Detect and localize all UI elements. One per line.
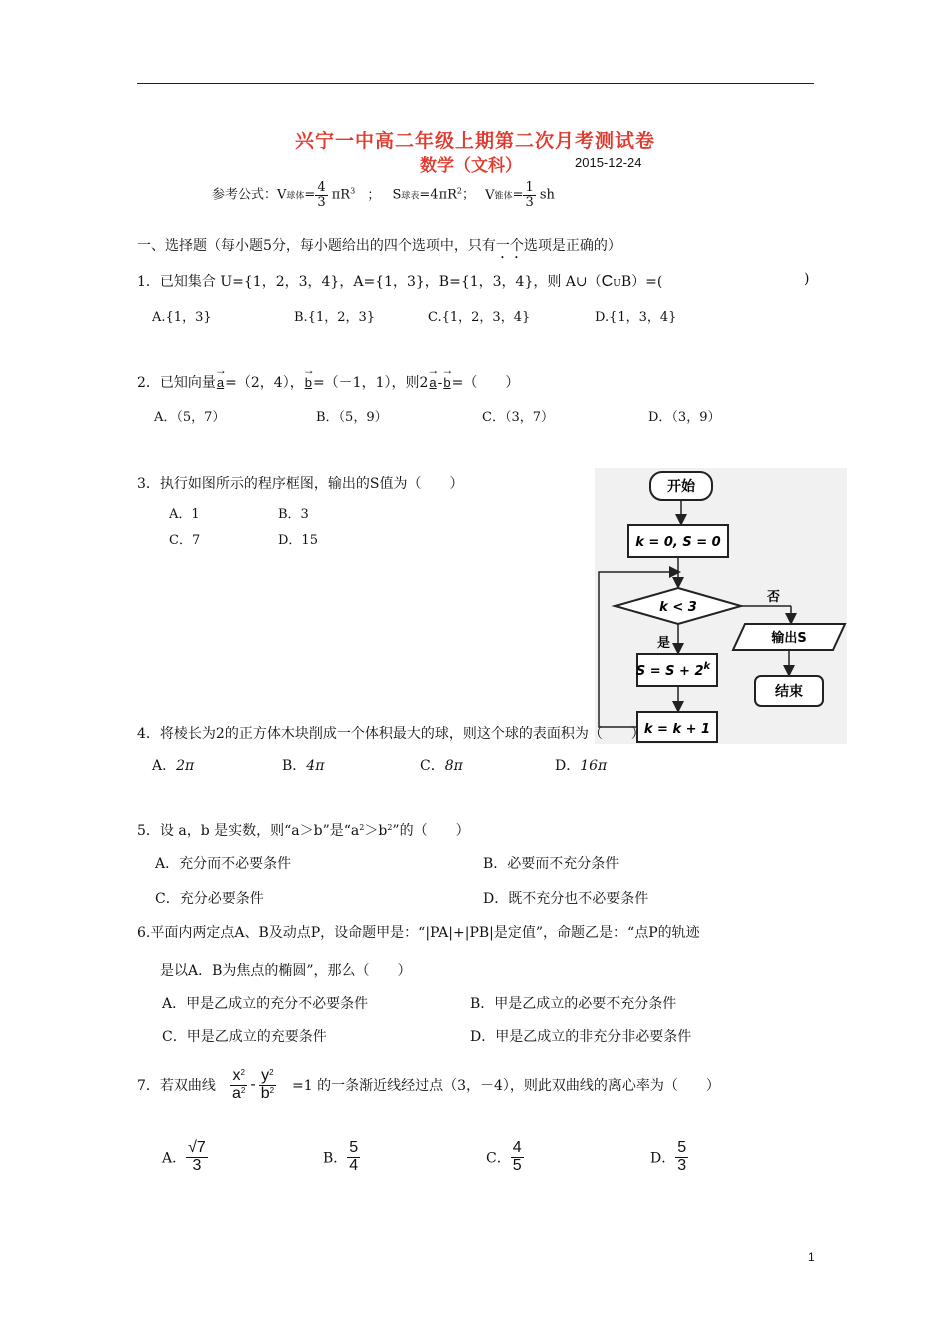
q3-option-d: D．15 [278,533,318,548]
page-subtitle: 数学（文科） [420,156,522,176]
flowchart [595,468,847,744]
q2-option-b: B．（5，9） [316,410,388,425]
fraction-y2-b2: $\frac{y^2}{b^2}$ [260,1067,275,1102]
question-6-line-2: 是以A．B为焦点的椭圆”，那么（ ） [160,963,412,979]
q1-option-a: A.{1，3} [152,310,212,325]
q7-option-d: D． $\frac{5}{3}$ [650,1139,687,1174]
question-1-close: ) [804,271,810,287]
q5-option-c: C．充分必要条件 [155,891,264,907]
q2-option-c: C．（3，7） [482,410,554,425]
flow-no-label: 否 [767,590,781,605]
q6-option-b: B．甲是乙成立的必要不充分条件 [470,996,677,1012]
flow-yes-label: 是 [657,636,671,651]
q6-option-c: C．甲是乙成立的充要条件 [162,1029,327,1045]
q5-option-d: D．既不充分也不必要条件 [483,891,649,907]
q7-option-a: A． $\frac{√7}{3}$ [162,1139,206,1174]
flow-condition-text: k < 3 [659,600,697,615]
q7-option-c: C． $\frac{4}{5}$ [486,1139,522,1174]
q3-option-c: C．7 [169,533,201,548]
page-number: 1 [808,1250,815,1264]
q1-option-b: B.{1，2，3} [294,310,376,325]
section-heading: 一、选择题（每小题5分，每小题给出的四个选项中，只有一个选项是正确的） [137,238,622,254]
q4-option-c: C．8π [420,758,463,774]
flow-end-text: 结束 [775,684,803,700]
question-5-stem: 5．设 a，b 是实数，则“a＞b”是“$a^2>b^2$”的（ ） [137,823,470,839]
flow-init-text: k = 0, S = 0 [635,535,721,550]
question-6-line-1: 6.平面内两定点A、B及动点P，设命题甲是：“|PA|+|PB|是定值”，命题乙是：“点P的轨迹 [137,925,700,941]
flow-increment-text: k = k + 1 [643,722,711,737]
q2-option-d: D．（3，9） [648,410,721,425]
q5-option-b: B．必要而不充分条件 [483,856,620,872]
q5-option-a: A．充分而不必要条件 [155,856,292,872]
question-1-stem: 1．已知集合 U={1，2，3，4}，A={1，3}，B={1，3，4}，则 A∪（CUB）=( [137,273,663,290]
q6-option-a: A．甲是乙成立的充分不必要条件 [162,996,369,1012]
q3-option-b: B．3 [278,507,309,522]
fraction-x2-a2: $\frac{x^2}{a^2}$ [232,1067,246,1102]
flow-body-text: $S = S + 2^k$ [635,661,711,679]
fraction-four-thirds: $\frac{4}{3}$ [317,180,326,210]
page-title: 兴宁一中高二年级上期第二次月考测试卷 [294,130,655,152]
q1-option-c: C.{1，2，3，4} [428,310,531,325]
hyperbola-equation: $\frac{x^2}{a^2}$ - $\frac{y^2}{b^2}$ [232,1067,275,1102]
q2-option-a: A．（5，7） [154,410,226,425]
q4-option-a: A．2π [152,758,195,774]
exam-date: 2015-12-24 [575,155,642,170]
question-2-stem: 2．已知向量→ a=（2，4），→ b=（－1，1），则2→ a-→ b=（ ） [137,372,519,392]
reference-formula: 参考公式：V球体= $\frac{4}{3}$ $\pi R^3$ ； S球表$=4\pi R^2$； V锥体= $\frac{1}{3}$ sh [212,180,555,210]
question-7-stem-a: 7．若双曲线 [137,1078,216,1094]
q3-option-a: A．1 [169,507,200,522]
q7-option-b: B． $\frac{5}{4}$ [323,1139,359,1174]
flow-start-text: 开始 [667,479,695,495]
top-rule [137,83,814,84]
q6-option-d: D．甲是乙成立的非充分非必要条件 [470,1029,692,1045]
q4-option-d: D．16π [555,758,608,774]
question-7-stem-b: =1 的一条渐近线经过点（3，－4），则此双曲线的离心率为（ ） [292,1078,720,1094]
question-4-stem: 4．将棱长为2的正方体木块削成一个体积最大的球，则这个球的表面积为（ ） [137,726,645,742]
flow-output-text: 输出S [771,631,807,646]
question-3-stem: 3．执行如图所示的程序框图，输出的S值为（ ） [137,476,464,492]
q1-option-d: D.{1，3，4} [595,310,677,325]
q4-option-b: B．4π [282,758,325,774]
fraction-one-third: $\frac{1}{3}$ [525,180,534,210]
